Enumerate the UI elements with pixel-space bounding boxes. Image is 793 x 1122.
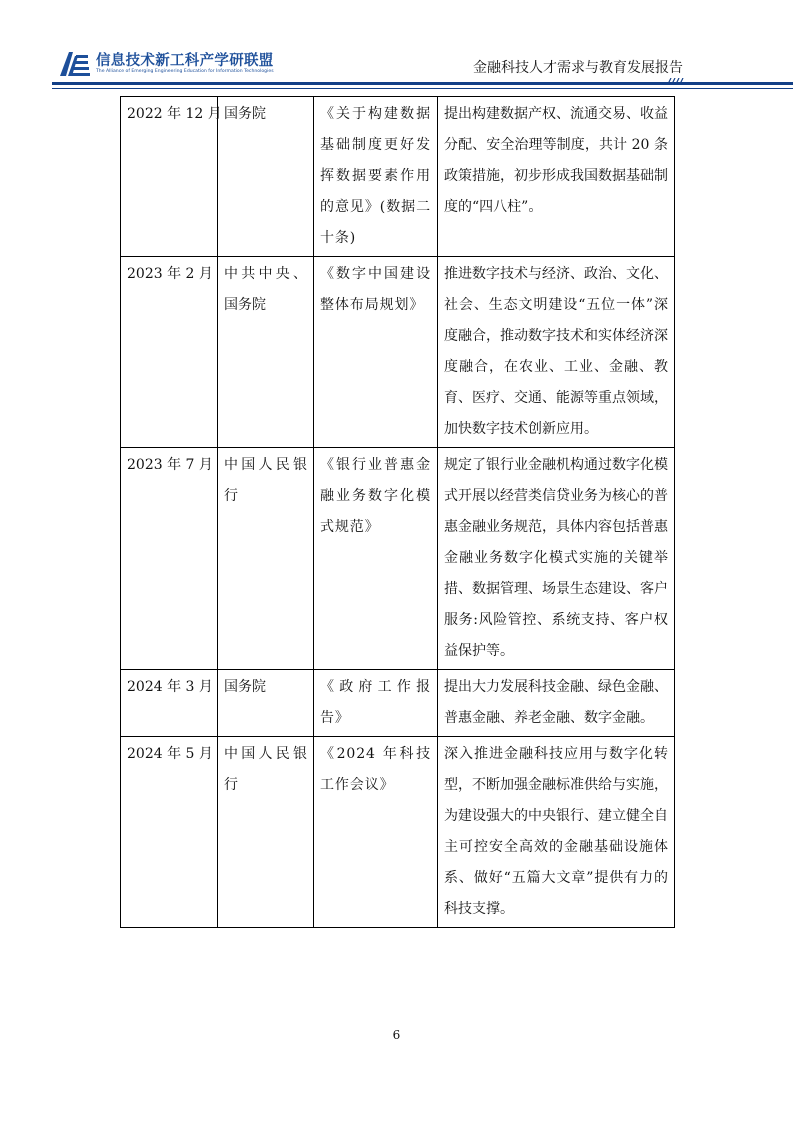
document-cell: 《数字中国建设整体布局规划》 <box>314 257 438 448</box>
date-cell: 2024 年 5 月 <box>121 737 218 928</box>
document-cell: 《政府工作报告》 <box>314 670 438 737</box>
table-row <box>121 257 675 448</box>
issuer-cell: 中共中央、国务院 <box>218 257 314 448</box>
issuer-cell: 国务院 <box>218 97 314 257</box>
report-title: 金融科技人才需求与教育发展报告 <box>473 60 683 76</box>
issuer-cell: 中国人民银行 <box>218 448 314 670</box>
content-cell: 规定了银行业金融机构通过数字化模式开展以经营类信贷业务为核心的普惠金融业务规范，具体内容包括普惠金融业务数字化模式实施的关键举措、数据管理、场景生态建设、客户服务:风险管控、系统支持、客户权益保护等。 <box>438 448 675 670</box>
table-row <box>121 737 675 928</box>
document-cell: 《2024 年科技工作会议》 <box>314 737 438 928</box>
date-cell: 2023 年 7 月 <box>121 448 218 670</box>
document-cell: 《关于构建数据基础制度更好发挥数据要素作用的意见》(数据二十条) <box>314 97 438 257</box>
table-row <box>121 670 675 737</box>
document-cell: 《银行业普惠金融业务数字化模式规范》 <box>314 448 438 670</box>
date-cell: 2022 年 12 月 <box>121 97 218 257</box>
alliance-name-cn: 信息技术新工科产学研联盟 <box>96 53 274 69</box>
content-cell: 提出大力发展科技金融、绿色金融、普惠金融、养老金融、数字金融。 <box>438 670 675 737</box>
header-rule-thick <box>52 82 793 85</box>
header-rule-thin <box>52 88 793 89</box>
issuer-cell: 中国人民银行 <box>218 737 314 928</box>
policy-table <box>120 96 675 928</box>
content-cell: 推进数字技术与经济、政治、文化、社会、生态文明建设“五位一体”深度融合，推动数字技术和实体经济深度融合，在农业、工业、金融、教育、医疗、交通、能源等重点领域，加快数字技术创新应用。 <box>438 257 675 448</box>
alliance-logo <box>60 52 274 76</box>
page-header <box>0 0 793 96</box>
table-row <box>121 97 675 257</box>
table-row <box>121 448 675 670</box>
date-cell: 2023 年 2 月 <box>121 257 218 448</box>
date-cell: 2024 年 3 月 <box>121 670 218 737</box>
alliance-name-en: The Alliance of Emerging Engineering Education for Information Technologies <box>96 69 274 74</box>
content-cell: 深入推进金融科技应用与数字化转型，不断加强金融标准供给与实施，为建设强大的中央银行、建立健全自主可控安全高效的金融基础设施体系、做好“五篇大文章”提供有力的科技支撑。 <box>438 737 675 928</box>
alliance-logo-icon <box>60 52 92 76</box>
page-number: 6 <box>392 1028 401 1042</box>
issuer-cell: 国务院 <box>218 670 314 737</box>
content-cell: 提出构建数据产权、流通交易、收益分配、安全治理等制度，共计 20 条政策措施，初步形成我国数据基础制度的“四八柱”。 <box>438 97 675 257</box>
